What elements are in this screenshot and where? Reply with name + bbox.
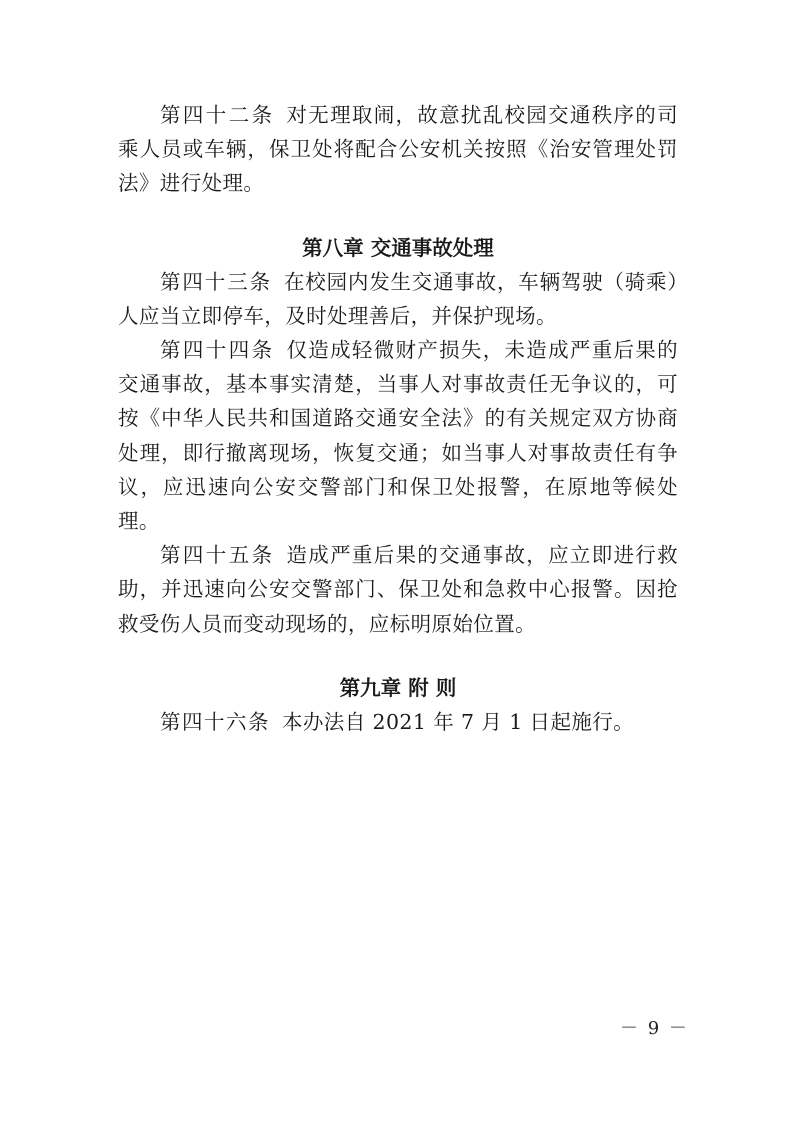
article-text: 造成严重后果的交通事故，应立即进行救助，并迅速向公安交警部门、保卫处和急救中心报警。因抢救受伤人员而变动现场的，应标明原始位置。 [118, 543, 678, 636]
article-text: 对无理取闹，故意扰乱校园交通秩序的司乘人员或车辆，保卫处将配合公安机关按照《治安管理处罚法》进行处理。 [118, 103, 678, 196]
article-46 [118, 705, 678, 739]
chapter-heading: 第八章 交通事故处理 [302, 235, 494, 260]
article-text: 仅造成轻微财产损失，未造成严重后果的交通事故，基本事实清楚，当事人对事故责任无争议的，可按《中华人民共和国道路交通安全法》的有关规定双方协商处理，即行撤离现场，恢复交通；如当事人对事故责任有争议，应迅速向公安交警部门和保卫处报警，在原地等候处理。 [118, 338, 678, 534]
article-number: 第四十六条 [160, 709, 270, 734]
article-number: 第四十四条 [160, 338, 275, 363]
page-number: － 9 － [620, 1018, 689, 1039]
article-text: 本办法自 2021 年 7 月 1 日起施行。 [282, 709, 635, 734]
article-42 [118, 98, 678, 201]
article-43 [118, 265, 678, 333]
article-number: 第四十二条 [160, 103, 275, 127]
chapter-heading: 第九章 附 则 [339, 675, 457, 700]
article-45 [118, 538, 678, 641]
article-text: 在校园内发生交通事故，车辆驾驶（骑乘）人应当立即停车，及时处理善后，并保护现场。 [118, 269, 679, 328]
article-number: 第四十五条 [160, 543, 275, 568]
article-44 [118, 333, 678, 538]
document-body [118, 98, 678, 739]
article-number: 第四十三条 [160, 269, 272, 294]
